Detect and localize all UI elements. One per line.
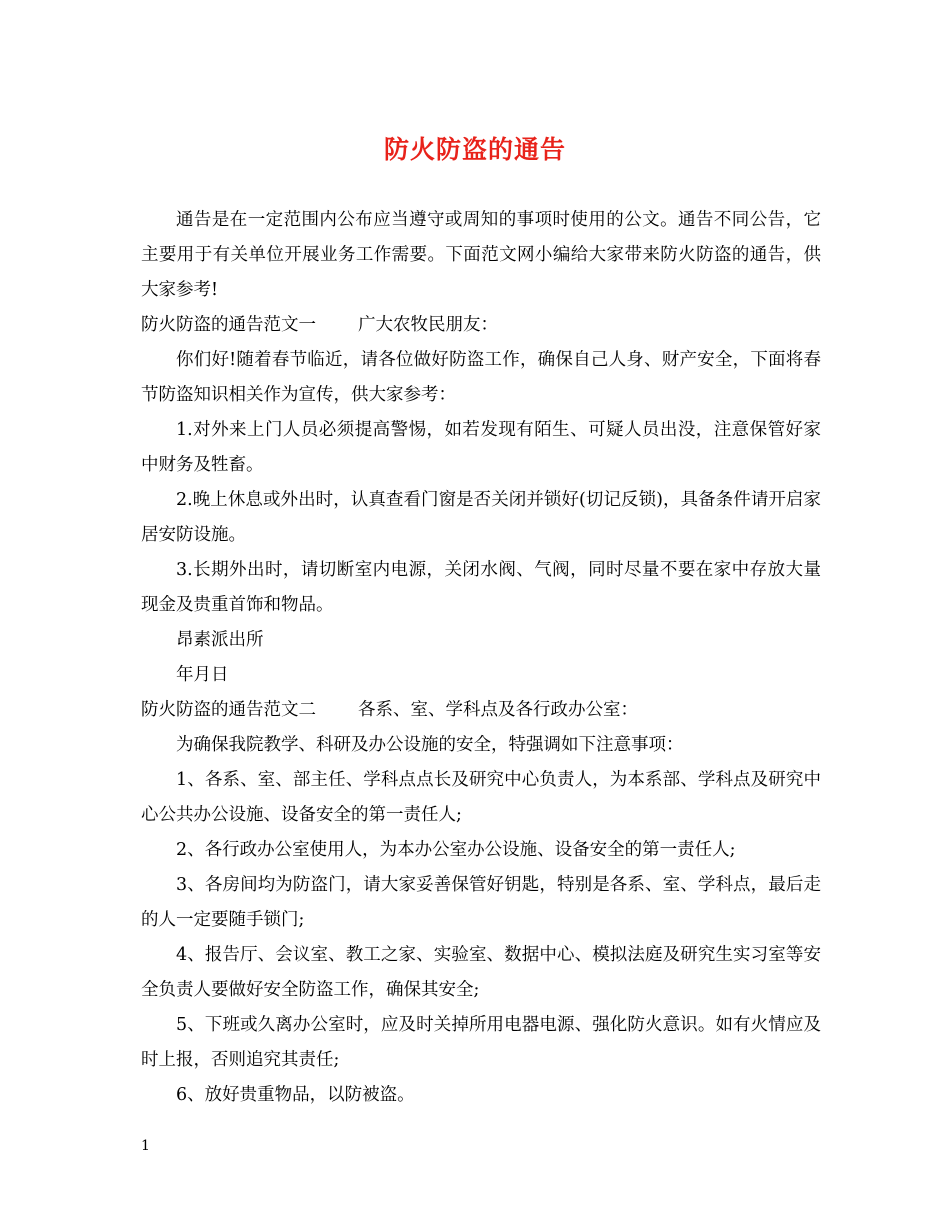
sample1-date: 年月日 xyxy=(176,665,229,685)
intro-paragraph: 通告是在一定范围内公布应当遵守或周知的事项时使用的公文。通告不同公告，它主要用于有关单位开展业务工作需要。下面范文网小编给大家带来防火防盗的通告，供大家参考! xyxy=(141,210,821,300)
sample2-item: 4、报告厅、会议室、教工之家、实验室、数据中心、模拟法庭及研究生实习室等安全负责人要做好安全防盗工作，确保其安全; xyxy=(141,945,821,1000)
sample1-heading-line xyxy=(141,308,821,343)
sample1-addressee: 广大农牧民朋友： xyxy=(358,315,498,335)
document-title: 防火防盗的通告 xyxy=(383,135,566,164)
sample2-item: 1、各系、室、部主任、学科点点长及研究中心负责人，为本系部、学科点及研究中心公共办公设施、设备安全的第一责任人; xyxy=(141,770,821,825)
document-body xyxy=(141,203,821,1113)
sample2-item: 5、下班或久离办公室时，应及时关掉所用电器电源、强化防火意识。如有火情应及时上报，否则追究其责任; xyxy=(141,1015,821,1070)
sample2-addressee: 各系、室、学科点及各行政办公室： xyxy=(358,700,638,720)
sample1-opening: 你们好!随着春节临近，请各位做好防盗工作，确保自己人身、财产安全，下面将春节防盗知识相关作为宣传，供大家参考： xyxy=(141,350,821,405)
sample2-item: 6、放好贵重物品，以防被盗。 xyxy=(176,1085,415,1105)
sample1-heading: 防火防盗的通告范文一 xyxy=(141,315,316,335)
sample1-item: 3.长期外出时，请切断室内电源，关闭水阀、气阀，同时尽量不要在家中存放大量现金及贵重首饰和物品。 xyxy=(141,560,821,615)
sample1-item: 2.晚上休息或外出时，认真查看门窗是否关闭并锁好(切记反锁)，具备条件请开启家居安防设施。 xyxy=(141,490,821,545)
sample2-heading-line xyxy=(141,693,821,728)
page-number: 1 xyxy=(141,1138,150,1154)
sample2-opening: 为确保我院教学、科研及办公设施的安全，特强调如下注意事项： xyxy=(176,735,684,755)
sample2-heading: 防火防盗的通告范文二 xyxy=(141,700,316,720)
sample1-signature: 昂素派出所 xyxy=(176,630,264,650)
sample2-item: 3、各房间均为防盗门，请大家妥善保管好钥匙，特别是各系、室、学科点，最后走的人一定要随手锁门; xyxy=(141,875,821,930)
sample1-item: 1.对外来上门人员必须提高警惕，如若发现有陌生、可疑人员出没，注意保管好家中财务及牲畜。 xyxy=(141,420,821,475)
sample2-item: 2、各行政办公室使用人，为本办公室办公设施、设备安全的第一责任人; xyxy=(176,840,736,860)
